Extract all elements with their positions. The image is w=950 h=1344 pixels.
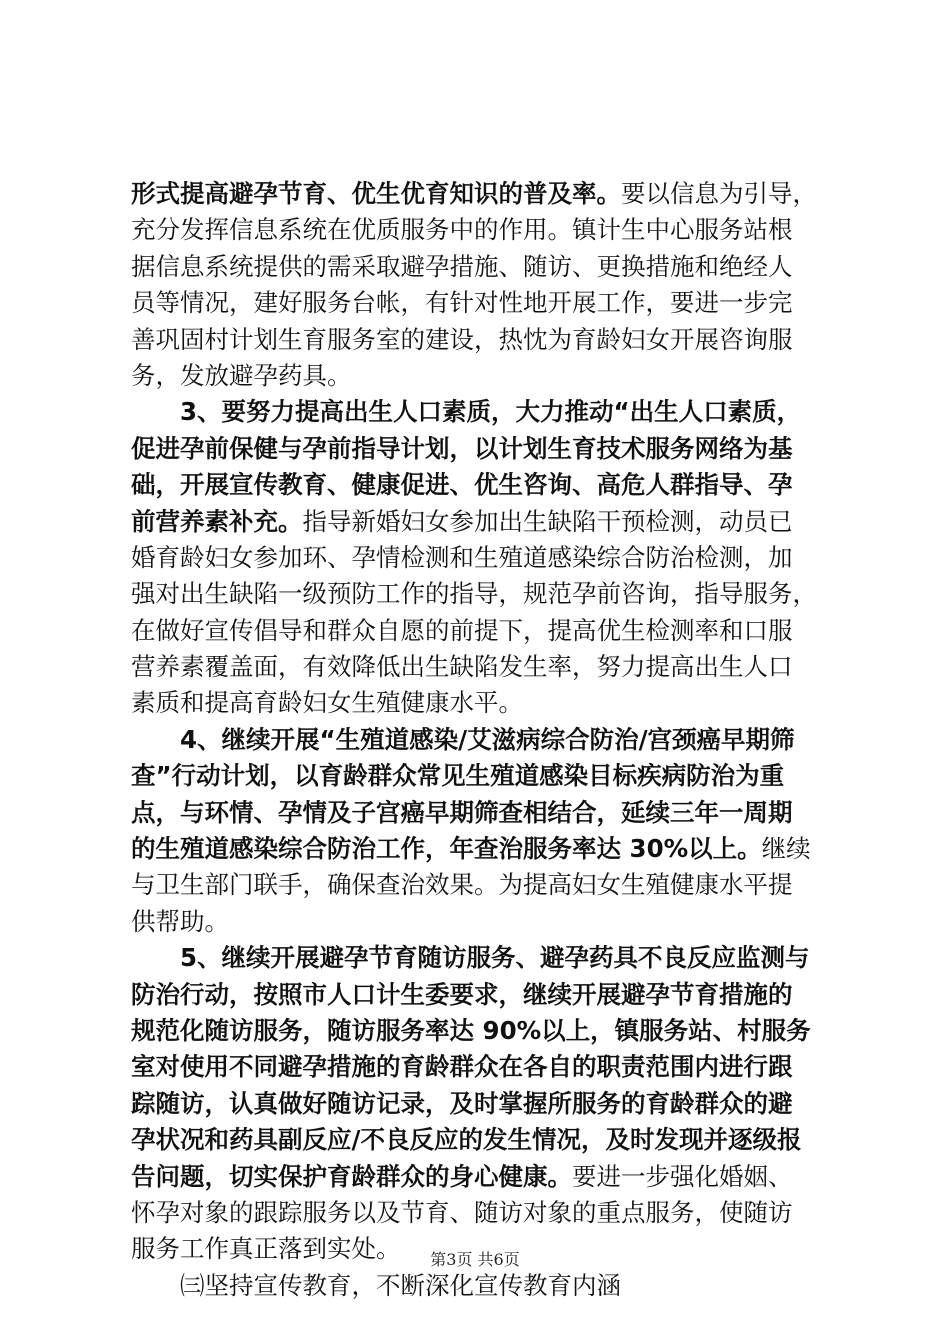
text-segment: 善巩固村计划生育服务室的建设，热忱为育龄妇女开展咨询服 (131, 324, 793, 354)
bold-text-segment: 促进孕前保健与孕前指导计划，以计划生育技术服务网络为基 (131, 433, 793, 463)
text-line (131, 1086, 831, 1122)
text-segment: 与卫生部门联手，确保查治效果。为提高妇女生殖健康水平提 (131, 870, 793, 900)
text-line (131, 1159, 831, 1195)
text-segment: 继续 (761, 834, 811, 864)
bold-text-segment: 4、继续开展“生殖道感染/艾滋病综合防治/宫颈癌早期筛 (180, 724, 795, 754)
text-line (131, 176, 831, 212)
text-line (131, 504, 831, 540)
text-line (131, 867, 831, 903)
text-line (131, 685, 831, 721)
text-line (131, 467, 831, 503)
text-line (131, 613, 831, 649)
text-line (131, 795, 831, 831)
text-segment: 员等情况，建好服务台帐，有针对性地开展工作，要进一步完 (131, 288, 793, 318)
text-segment: 指导新婚妇女参加出生缺陷干预检测，动员已 (302, 506, 793, 536)
bold-text-segment: 点，与环情、孕情及子宫癌早期筛查相结合，延续三年一周期 (131, 797, 793, 827)
bold-text-segment: 告问题，切实保护育龄群众的身心健康。 (131, 1161, 572, 1191)
bold-text-segment: 的生殖道感染综合防治工作，年查治服务率达 30%以上。 (131, 834, 762, 864)
body-text (131, 176, 831, 1304)
bold-text-segment: 前营养素补充。 (131, 506, 303, 536)
text-line (131, 249, 831, 285)
bold-text-segment: 查”行动计划，以育龄群众常见生殖道感染目标疾病防治为重 (131, 761, 785, 791)
text-line (131, 831, 831, 867)
text-line (131, 540, 831, 576)
text-line (131, 358, 831, 394)
text-line (131, 649, 831, 685)
bold-text-segment: 3、要努力提高出生人口素质，大力推动“出生人口素质， (180, 397, 802, 427)
text-segment: 务，发放避孕药具。 (131, 360, 352, 390)
text-line (131, 285, 831, 321)
text-line (131, 1013, 831, 1049)
bold-text-segment: 础，开展宣传教育、健康促进、优生咨询、高危人群指导、孕 (131, 470, 793, 500)
text-line (131, 1049, 831, 1085)
text-line (131, 212, 831, 248)
text-segment: 素质和提高育龄妇女生殖健康水平。 (131, 688, 523, 718)
text-line (131, 940, 831, 976)
bold-text-segment: 规范化随访服务，随访服务率达 90%以上，镇服务站、村服务 (131, 1015, 811, 1045)
text-segment: 营养素覆盖面，有效降低出生缺陷发生率，努力提高出生人口 (131, 652, 793, 682)
text-line (131, 1122, 831, 1158)
bold-text-segment: 踪随访，认真做好随访记录，及时掌握所服务的育龄群众的避 (131, 1088, 793, 1118)
text-line (131, 394, 831, 430)
bold-text-segment: 形式提高避孕节育、优生优育知识的普及率。 (131, 179, 621, 208)
text-segment: 在做好宣传倡导和群众自愿的前提下，提高优生检测率和口服 (131, 615, 793, 645)
text-segment: 充分发挥信息系统在优质服务中的作用。镇计生中心服务站根 (131, 215, 793, 245)
text-segment: 婚育龄妇女参加环、孕情检测和生殖道感染综合防治检测，加 (131, 542, 793, 572)
text-line (131, 431, 831, 467)
text-line (131, 322, 831, 358)
text-segment: 服务工作真正落到实处。 (131, 1234, 401, 1264)
text-segment: ㈢坚持宣传教育，不断深化宣传教育内涵 (180, 1270, 621, 1300)
page-footer: 第3页 共6页 (430, 1250, 520, 1269)
text-line (131, 758, 831, 794)
text-segment: 强对出生缺陷一级预防工作的指导，规范孕前咨询，指导服务， (131, 579, 817, 609)
text-line (131, 722, 831, 758)
text-line (131, 977, 831, 1013)
bold-text-segment: 防治行动，按照市人口计生委要求，继续开展避孕节育措施的 (131, 979, 793, 1009)
text-segment: 要以信息为引导， (621, 179, 817, 208)
text-segment: 怀孕对象的跟踪服务以及节育、随访对象的重点服务，使随访 (131, 1197, 793, 1227)
text-line (131, 1195, 831, 1231)
text-segment: 要进一步强化婚姻、 (572, 1161, 793, 1191)
bold-text-segment: 孕状况和药具副反应/不良反应的发生情况，及时发现并逐级报 (131, 1125, 802, 1155)
text-line (131, 1268, 831, 1304)
text-segment: 供帮助。 (131, 906, 229, 936)
text-line (131, 904, 831, 940)
text-segment: 据信息系统提供的需采取避孕措施、随访、更换措施和绝经人 (131, 251, 793, 281)
bold-text-segment: 室对使用不同避孕措施的育龄群众在各自的职责范围内进行跟 (131, 1052, 793, 1082)
bold-text-segment: 5、继续开展避孕节育随访服务、避孕药具不良反应监测与 (180, 943, 810, 973)
text-line (131, 576, 831, 612)
